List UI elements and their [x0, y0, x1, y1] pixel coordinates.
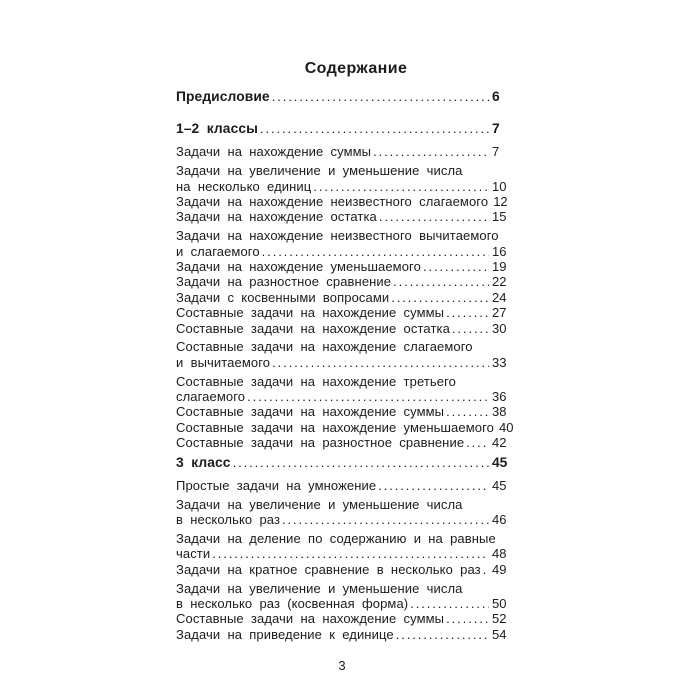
toc-row-entry — [176, 596, 508, 611]
dot-leader — [262, 244, 489, 259]
dot-leader — [446, 305, 489, 320]
toc-entry-page: 38 — [492, 404, 507, 420]
toc-entry-text: Задачи на нахождение уменьшаемого — [176, 258, 421, 274]
toc-entry-page: 16 — [492, 243, 507, 259]
toc-row-entry — [176, 370, 508, 389]
toc-entry-text: слагаемого — [176, 388, 246, 404]
dot-leader — [272, 355, 489, 370]
dot-leader — [313, 179, 489, 194]
toc-entry-text: Составные задачи на нахождение суммы — [176, 305, 445, 321]
toc-row-entry — [176, 259, 508, 274]
toc-row-entry — [176, 546, 508, 561]
toc-entry-page: 49 — [492, 561, 507, 577]
toc-entry-text: 1–2 классы — [176, 121, 258, 137]
toc-entry-page: 19 — [492, 258, 507, 274]
toc-entry-text: Задачи на нахождение неизвестного слагаемого — [176, 193, 489, 209]
toc-entry-page: 54 — [492, 626, 507, 642]
toc-row-entry — [176, 404, 508, 419]
toc-row-entry — [176, 389, 508, 404]
toc-row-entry — [176, 305, 508, 320]
dot-leader — [465, 493, 489, 508]
toc-entry-text: Простые задачи на умножение — [176, 478, 377, 493]
dot-leader — [391, 290, 489, 305]
toc-entry-text: Составные задачи на нахождение уменьшаемого — [176, 419, 494, 435]
book-page — [176, 60, 514, 674]
dot-leader — [282, 512, 489, 527]
dot-leader — [272, 89, 489, 104]
toc-entry-page: 6 — [492, 89, 500, 104]
toc-entry-page: 45 — [492, 478, 507, 493]
toc-entry-text: Составные задачи на нахождение слагаемого — [176, 339, 473, 355]
dot-leader — [483, 562, 489, 577]
toc-entry-text: Задачи на нахождение остатка — [176, 209, 377, 225]
dot-leader — [396, 627, 489, 642]
dot-leader — [446, 404, 489, 419]
toc-entry-text: в несколько раз — [176, 512, 281, 528]
toc-entry-text: 3 класс — [176, 455, 231, 471]
toc-entry-text: Предисловие — [176, 89, 270, 104]
dot-leader — [373, 144, 489, 159]
toc-row-entry — [176, 627, 508, 642]
dot-leader — [446, 611, 489, 626]
toc-entry-page: 50 — [492, 596, 507, 612]
toc-entry-text: Составные задачи на нахождение суммы — [176, 404, 445, 420]
toc-entry-text: Задачи с косвенными вопросами — [176, 289, 390, 305]
toc-entry-text: части — [176, 546, 211, 562]
dot-leader — [233, 455, 489, 470]
toc-entry-page: 45 — [492, 455, 508, 471]
toc-row-entry — [176, 321, 508, 336]
toc-row-entry — [176, 577, 508, 596]
toc-row-entry — [176, 435, 508, 450]
toc-entry-page: 40 — [498, 419, 514, 435]
toc-entry-page: 33 — [492, 354, 507, 370]
toc-row-entry — [176, 512, 508, 527]
dot-leader — [247, 389, 489, 404]
toc-row-entry — [176, 209, 508, 224]
toc-entry-page: 27 — [492, 305, 507, 321]
toc-entry-page: 22 — [492, 274, 507, 290]
dot-leader — [458, 370, 489, 385]
toc-entry-page: 36 — [492, 388, 507, 404]
toc-row-entry — [176, 274, 508, 289]
toc-entry-page: 42 — [492, 435, 507, 451]
toc-entry-text: Задачи на увеличение и уменьшение числа — [176, 580, 463, 596]
toc-row-entry — [176, 290, 508, 305]
toc-entry-text: Составные задачи на нахождение третьего — [176, 373, 456, 389]
dot-leader — [466, 435, 489, 450]
dot-leader — [452, 321, 489, 336]
toc-row-entry — [176, 355, 508, 370]
toc-row-preface — [176, 89, 508, 104]
toc-row-entry — [176, 478, 508, 493]
toc-entry-text: Составные задачи на разностное сравнение — [176, 435, 465, 451]
page-number: 3 — [338, 658, 346, 674]
toc-entry-page: 10 — [492, 178, 507, 194]
toc-row-entry — [176, 528, 508, 547]
toc-entry-page: 12 — [493, 193, 508, 209]
toc-entry-text: Задачи на увеличение и уменьшение числа — [176, 163, 463, 179]
toc-entry-page: 48 — [492, 546, 507, 562]
toc-row-entry — [176, 419, 514, 435]
toc-entry-page: 30 — [492, 320, 507, 336]
toc-row-entry — [176, 179, 508, 194]
dot-leader — [423, 259, 489, 274]
toc-entry-text: Задачи на приведение к единице — [176, 626, 394, 642]
dot-leader — [393, 274, 489, 289]
toc-entry-text: на несколько единиц — [176, 178, 312, 194]
dot-leader — [378, 478, 489, 493]
dot-leader — [410, 596, 489, 611]
toc-entry-page: 24 — [492, 289, 507, 305]
toc-entry-page: 15 — [492, 209, 507, 225]
dot-leader — [212, 546, 489, 561]
toc-row-entry — [176, 144, 508, 159]
toc-entry-text: Задачи на деление по содержанию и на равные — [176, 531, 496, 546]
toc-entry-text: Составные задачи на нахождение остатка — [176, 320, 450, 336]
toc-row-entry — [176, 493, 508, 512]
toc-entry-page: 7 — [492, 121, 500, 137]
dot-leader — [465, 160, 489, 175]
toc-entry-page: 7 — [492, 144, 500, 160]
toc-entry-page: 46 — [492, 512, 507, 528]
toc-row-section-header — [176, 121, 508, 136]
toc-entry-text: Задачи на увеличение и уменьшение числа — [176, 496, 463, 512]
toc-row-entry — [176, 225, 508, 244]
dot-leader — [465, 577, 489, 592]
dot-leader — [260, 121, 489, 136]
dot-leader — [475, 336, 489, 351]
toc-entry-text: Задачи на разностное сравнение — [176, 274, 392, 290]
toc-row-section-header — [176, 455, 508, 470]
dot-leader — [379, 209, 489, 224]
toc-row-entry — [176, 562, 508, 577]
toc-entry-text: Задачи на нахождение неизвестного вычитаемого — [176, 228, 499, 244]
toc-entry-text: и слагаемого — [176, 243, 260, 259]
toc-entry-text: и вычитаемого — [176, 354, 271, 370]
toc-entry-page: 52 — [492, 611, 507, 627]
page-title: Содержание — [304, 60, 408, 77]
toc-entry-text: в несколько раз (косвенная форма) — [176, 596, 409, 612]
toc-entry-text: Задачи на кратное сравнение в несколько раз — [176, 561, 481, 577]
toc-entry-text: Задачи на нахождение суммы — [176, 144, 372, 160]
toc-entry-text: Составные задачи на нахождение суммы — [176, 611, 445, 627]
toc-row-entry — [176, 336, 508, 355]
toc-row-entry — [176, 160, 508, 179]
toc-row-entry — [176, 194, 508, 209]
toc-row-entry — [176, 244, 508, 259]
toc-list — [176, 89, 514, 642]
toc-row-entry — [176, 611, 508, 626]
